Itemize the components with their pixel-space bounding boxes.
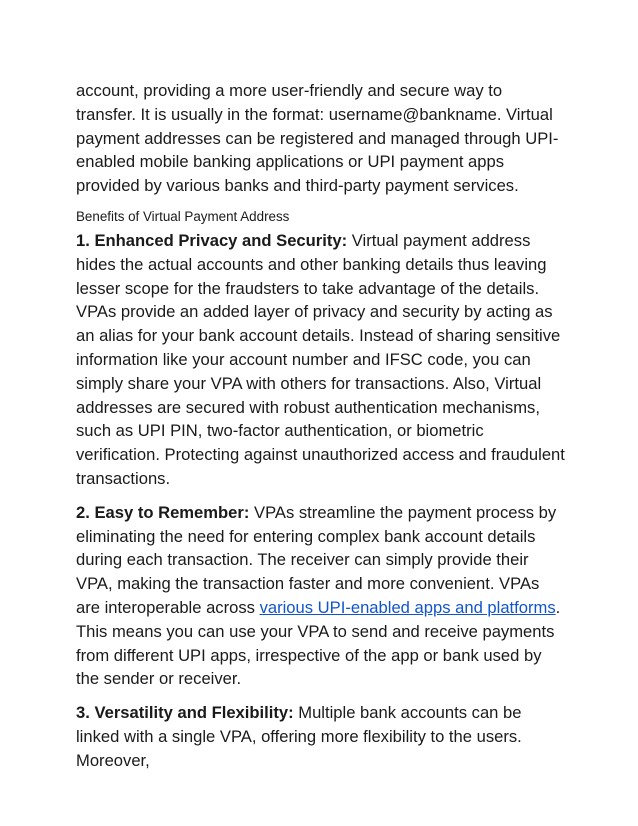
intro-paragraph: account, providing a more user-friendly and secure way to transfer. It is usually in the format: username@bankname. Virtual payment addresses can be registered and managed through UPI-enabled mobile banking applications or UPI payment apps provided by various banks and third-party payment services. [76,81,559,196]
benefit-text-versatility: Multiple bank accounts can be linked with a single VPA, offering more flexibility to the users. Moreover, [76,703,522,770]
benefit-paragraph-privacy [76,229,566,491]
benefit-title-versatility: 3. Versatility and Flexibility: [76,703,294,723]
document-page [76,79,566,783]
benefit-title-remember: 2. Easy to Remember: [76,502,250,522]
benefit-text-remember-before-link: VPAs streamline the payment process by eliminating the need for entering complex bank account details during each transaction. The receiver can simply provide their VPA, making the transaction faster and more convenient. VPAs are interoperable across [76,502,557,617]
benefit-title-privacy: 1. Enhanced Privacy and Security: [76,230,348,250]
benefit-paragraph-remember [76,501,566,691]
benefit-text-remember-after-link: . This means you can use your VPA to send and receive payments from different UPI apps, irrespective of the app or bank used by the sender or receiver. [76,597,561,689]
benefit-text-privacy: Virtual payment address hides the actual accounts and other banking details thus leaving lesser scope for the fraudsters to take advantage of the details. VPAs provide an added layer of privacy and security by acting as an alias for your bank account details. Instead of sharing sensitive information like your account number and IFSC code, you can simply share your VPA with others for transactions. Also, Virtual addresses are secured with robust authentication mechanisms, such as UPI PIN, two-factor authentication, or biometric verification. Protecting against unauthorized access and fraudulent transactions. [76,230,565,488]
benefit-paragraph-versatility [76,701,566,772]
benefits-heading: Benefits of Virtual Payment Address [76,208,290,224]
upi-apps-platforms-link[interactable]: various UPI-enabled apps and platforms [259,597,556,617]
